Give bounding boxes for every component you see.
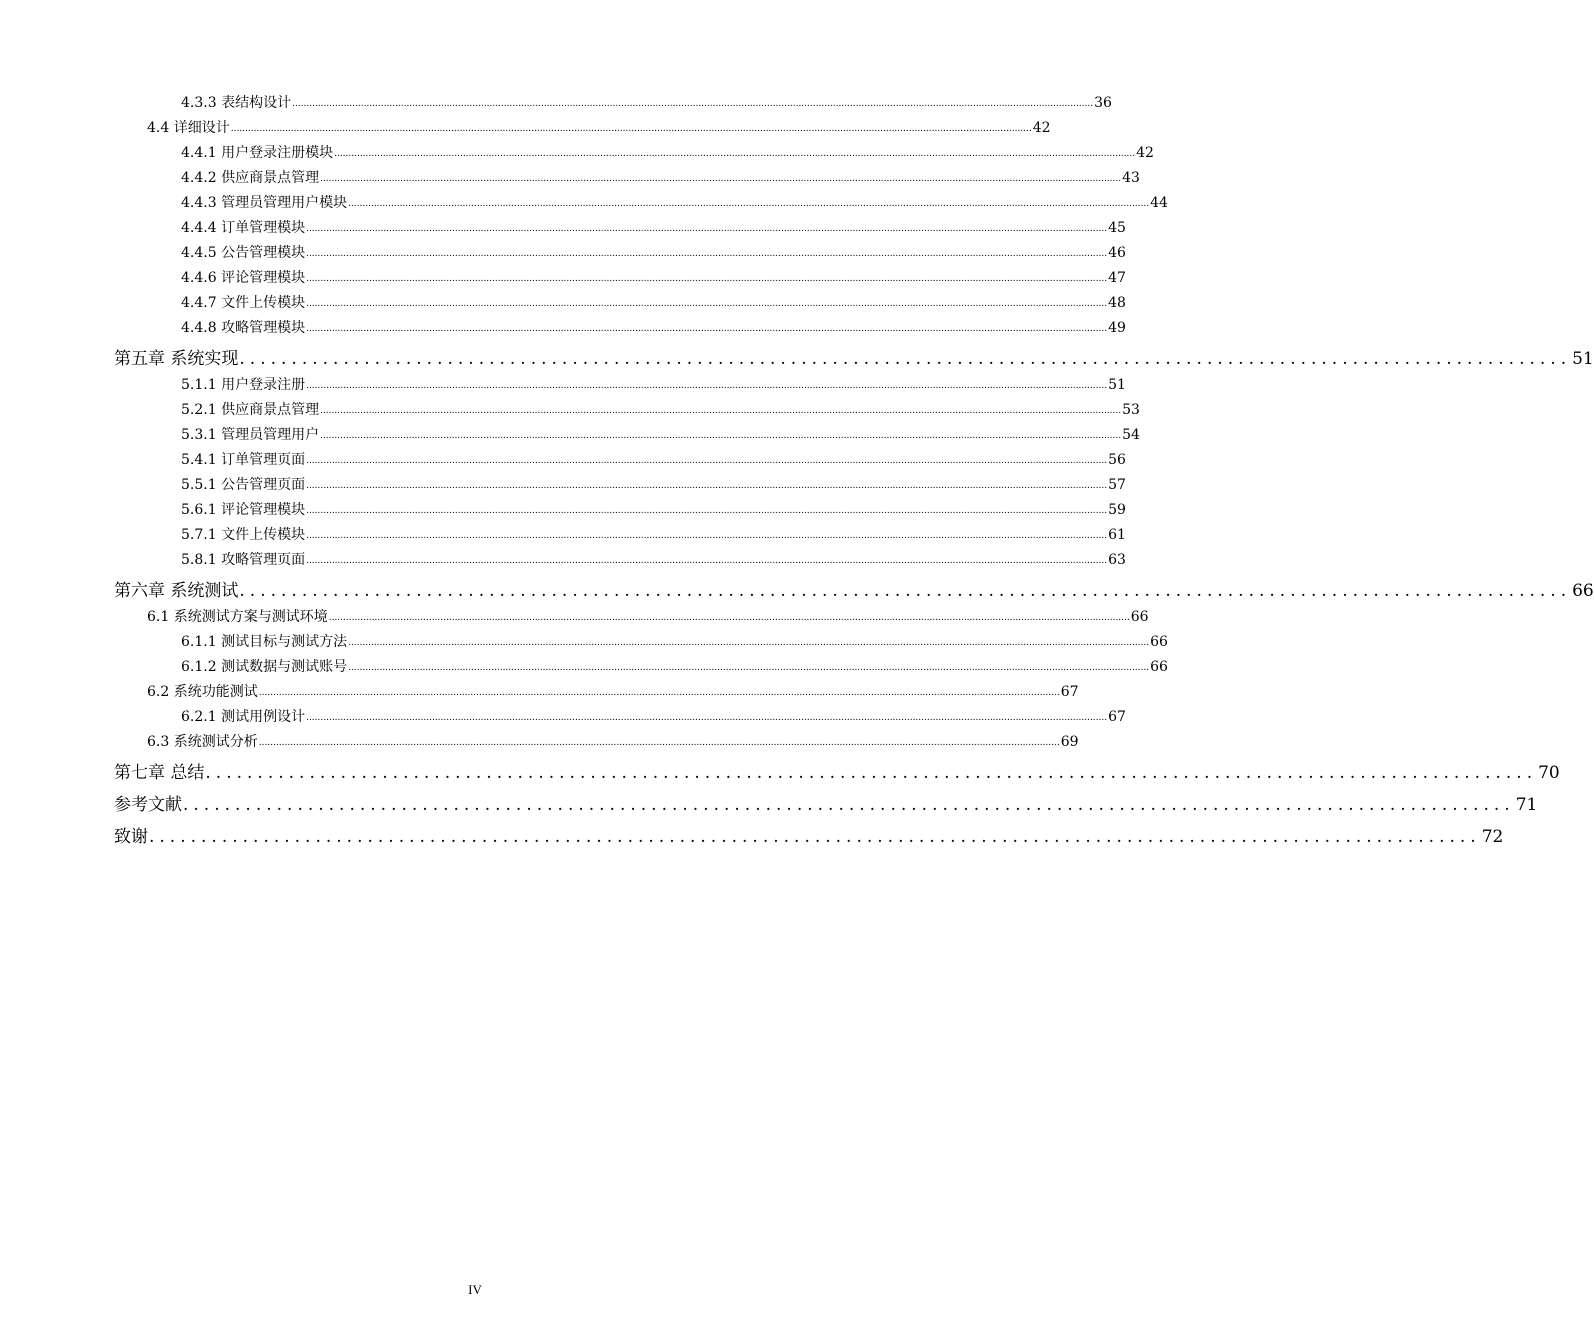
toc-leader-dots: ................................................................................................................................ [205, 763, 1538, 783]
toc-entry[interactable] [181, 92, 1112, 112]
toc-entry[interactable] [181, 399, 1140, 419]
toc-entry-page: 44 [1150, 195, 1168, 211]
toc-entry-label: 6.2 系统功能测试 [147, 684, 258, 700]
toc-entry-page: 66 [1130, 609, 1149, 625]
toc-entry-label: 6.1.1 测试目标与测试方法 [181, 634, 348, 650]
toc-entry-label: 6.3 系统测试分析 [147, 734, 258, 750]
toc-leader-dots: ........................................................................................................................................................................................................................................................................................ [306, 274, 1108, 284]
toc-entry[interactable] [181, 631, 1168, 651]
toc-entry-label: 6.1.2 测试数据与测试账号 [181, 659, 348, 675]
toc-entry-page: 47 [1108, 270, 1126, 286]
toc-entry-page: 42 [1032, 120, 1051, 136]
toc-entry-label: 6.1 系统测试方案与测试环境 [147, 609, 328, 625]
toc-entry-label: 5.8.1 攻略管理页面 [181, 552, 306, 568]
toc-entry-page: 67 [1060, 684, 1079, 700]
toc-leader-dots: ........................................................................................................................................................................................................................................................................................ [320, 431, 1122, 441]
toc-entry-page: 57 [1108, 477, 1126, 493]
toc-leader-dots: ........................................................................................................................................................................................................................................................................................ [230, 124, 1032, 134]
toc-entry[interactable] [181, 524, 1126, 544]
toc-entry[interactable] [181, 167, 1140, 187]
toc-chapter-entry[interactable] [114, 758, 1560, 783]
toc-leader-dots: ................................................................................................................................ [239, 349, 1572, 369]
toc-entry[interactable] [181, 142, 1154, 162]
toc-leader-dots: ........................................................................................................................................................................................................................................................................................ [306, 324, 1108, 334]
toc-entry-label: 4.4.7 文件上传模块 [181, 295, 306, 311]
toc-entry-page: 36 [1094, 95, 1112, 111]
toc-entry[interactable] [181, 192, 1168, 212]
toc-entry-label: 5.2.1 供应商景点管理 [181, 402, 320, 418]
toc-entry-label: 5.1.1 用户登录注册 [181, 377, 306, 393]
toc-entry-label: 5.3.1 管理员管理用户 [181, 427, 320, 443]
toc-entry-page: 69 [1060, 734, 1079, 750]
toc-entry[interactable] [181, 549, 1126, 569]
toc-entry[interactable] [147, 731, 1079, 751]
toc-entry[interactable] [181, 706, 1126, 726]
toc-leader-dots: ........................................................................................................................................................................................................................................................................................ [306, 506, 1108, 516]
toc-entry-label: 参考文献 [114, 795, 182, 815]
toc-entry-label: 5.4.1 订单管理页面 [181, 452, 306, 468]
toc-entry-label: 第六章 系统测试 [114, 581, 239, 601]
toc-entry[interactable] [181, 242, 1126, 262]
toc-entry-page: 59 [1108, 502, 1126, 518]
toc-leader-dots: ........................................................................................................................................................................................................................................................................................ [292, 99, 1094, 109]
toc-entry-page: 46 [1108, 245, 1126, 261]
toc-entry-page: 48 [1108, 295, 1126, 311]
toc-leader-dots: ........................................................................................................................................................................................................................................................................................ [334, 149, 1136, 159]
toc-entry[interactable] [181, 424, 1140, 444]
toc-entry-label: 4.4.5 公告管理模块 [181, 245, 306, 261]
toc-entry-page: 66 [1572, 581, 1594, 601]
toc-entry-label: 第七章 总结 [114, 763, 205, 783]
page-number: IV [468, 1282, 482, 1297]
toc-entry-label: 4.3.3 表结构设计 [181, 95, 292, 111]
toc-entry-page: 54 [1122, 427, 1140, 443]
toc-entry-page: 66 [1150, 634, 1168, 650]
toc-leader-dots: ........................................................................................................................................................................................................................................................................................ [348, 663, 1150, 673]
toc-leader-dots: ........................................................................................................................................................................................................................................................................................ [328, 613, 1130, 623]
toc-leader-dots: ........................................................................................................................................................................................................................................................................................ [306, 556, 1108, 566]
toc-leader-dots: ........................................................................................................................................................................................................................................................................................ [306, 224, 1108, 234]
toc-leader-dots: ........................................................................................................................................................................................................................................................................................ [306, 531, 1108, 541]
toc-entry-label: 第五章 系统实现 [114, 349, 239, 369]
toc-entry-label: 4.4.1 用户登录注册模块 [181, 145, 334, 161]
toc-entry-page: 70 [1538, 763, 1560, 783]
toc-chapter-entry[interactable] [114, 576, 1594, 601]
toc-entry[interactable] [181, 217, 1126, 237]
toc-chapter-entry[interactable] [114, 822, 1504, 847]
toc-entry-page: 53 [1122, 402, 1140, 418]
toc-entry-label: 4.4.2 供应商景点管理 [181, 170, 320, 186]
toc-entry[interactable] [181, 292, 1126, 312]
toc-entry-page: 45 [1108, 220, 1126, 236]
toc-entry-page: 71 [1515, 795, 1538, 815]
toc-entry-page: 66 [1150, 659, 1168, 675]
toc-entry-page: 42 [1136, 145, 1154, 161]
toc-entry-label: 5.5.1 公告管理页面 [181, 477, 306, 493]
toc-entry-page: 63 [1108, 552, 1126, 568]
toc-entry[interactable] [181, 474, 1126, 494]
toc-entry-label: 4.4.8 攻略管理模块 [181, 320, 306, 336]
toc-entry-label: 6.2.1 测试用例设计 [181, 709, 306, 725]
toc-entry-page: 49 [1108, 320, 1126, 336]
toc-leader-dots: ........................................................................................................................................................................................................................................................................................ [306, 481, 1108, 491]
toc-leader-dots: ........................................................................................................................................................................................................................................................................................ [348, 638, 1150, 648]
toc-entry[interactable] [181, 374, 1126, 394]
toc-chapter-entry[interactable] [114, 344, 1594, 369]
toc-leader-dots: ........................................................................................................................................................................................................................................................................................ [306, 381, 1108, 391]
toc-entry-page: 67 [1108, 709, 1126, 725]
toc-entry-label: 4.4.6 评论管理模块 [181, 270, 306, 286]
toc-entry[interactable] [181, 267, 1126, 287]
toc-leader-dots: ........................................................................................................................................................................................................................................................................................ [320, 174, 1122, 184]
toc-entry[interactable] [147, 681, 1079, 701]
toc-entry-page: 56 [1108, 452, 1126, 468]
toc-entry[interactable] [181, 656, 1168, 676]
toc-entry-label: 4.4.3 管理员管理用户模块 [181, 195, 348, 211]
toc-leader-dots: ........................................................................................................................................................................................................................................................................................ [348, 199, 1150, 209]
toc-entry-page: 72 [1481, 827, 1504, 847]
toc-entry-page: 51 [1572, 349, 1594, 369]
toc-leader-dots: ................................................................................................................................ [183, 795, 1515, 815]
toc-entry-label: 4.4 详细设计 [147, 120, 230, 136]
toc-entry-label: 致谢 [114, 827, 148, 847]
toc-leader-dots: ........................................................................................................................................................................................................................................................................................ [320, 406, 1122, 416]
toc-leader-dots: ........................................................................................................................................................................................................................................................................................ [258, 738, 1060, 748]
toc-entry[interactable] [181, 499, 1126, 519]
toc-entry-page: 51 [1108, 377, 1126, 393]
toc-entry[interactable] [147, 117, 1051, 137]
toc-entry[interactable] [181, 449, 1126, 469]
toc-leader-dots: ................................................................................................................................ [149, 827, 1481, 847]
toc-leader-dots: ................................................................................................................................ [239, 581, 1572, 601]
toc-entry-label: 5.6.1 评论管理模块 [181, 502, 306, 518]
toc-entry-page: 43 [1122, 170, 1140, 186]
toc-leader-dots: ........................................................................................................................................................................................................................................................................................ [258, 688, 1060, 698]
toc-leader-dots: ........................................................................................................................................................................................................................................................................................ [306, 456, 1108, 466]
toc-entry[interactable] [181, 317, 1126, 337]
toc-entry-page: 61 [1108, 527, 1126, 543]
toc-leader-dots: ........................................................................................................................................................................................................................................................................................ [306, 299, 1108, 309]
toc-entry-label: 4.4.4 订单管理模块 [181, 220, 306, 236]
toc-entry[interactable] [147, 606, 1149, 626]
toc-entry-label: 5.7.1 文件上传模块 [181, 527, 306, 543]
toc-leader-dots: ........................................................................................................................................................................................................................................................................................ [306, 713, 1108, 723]
toc-chapter-entry[interactable] [114, 790, 1538, 815]
toc-leader-dots: ........................................................................................................................................................................................................................................................................................ [306, 249, 1108, 259]
